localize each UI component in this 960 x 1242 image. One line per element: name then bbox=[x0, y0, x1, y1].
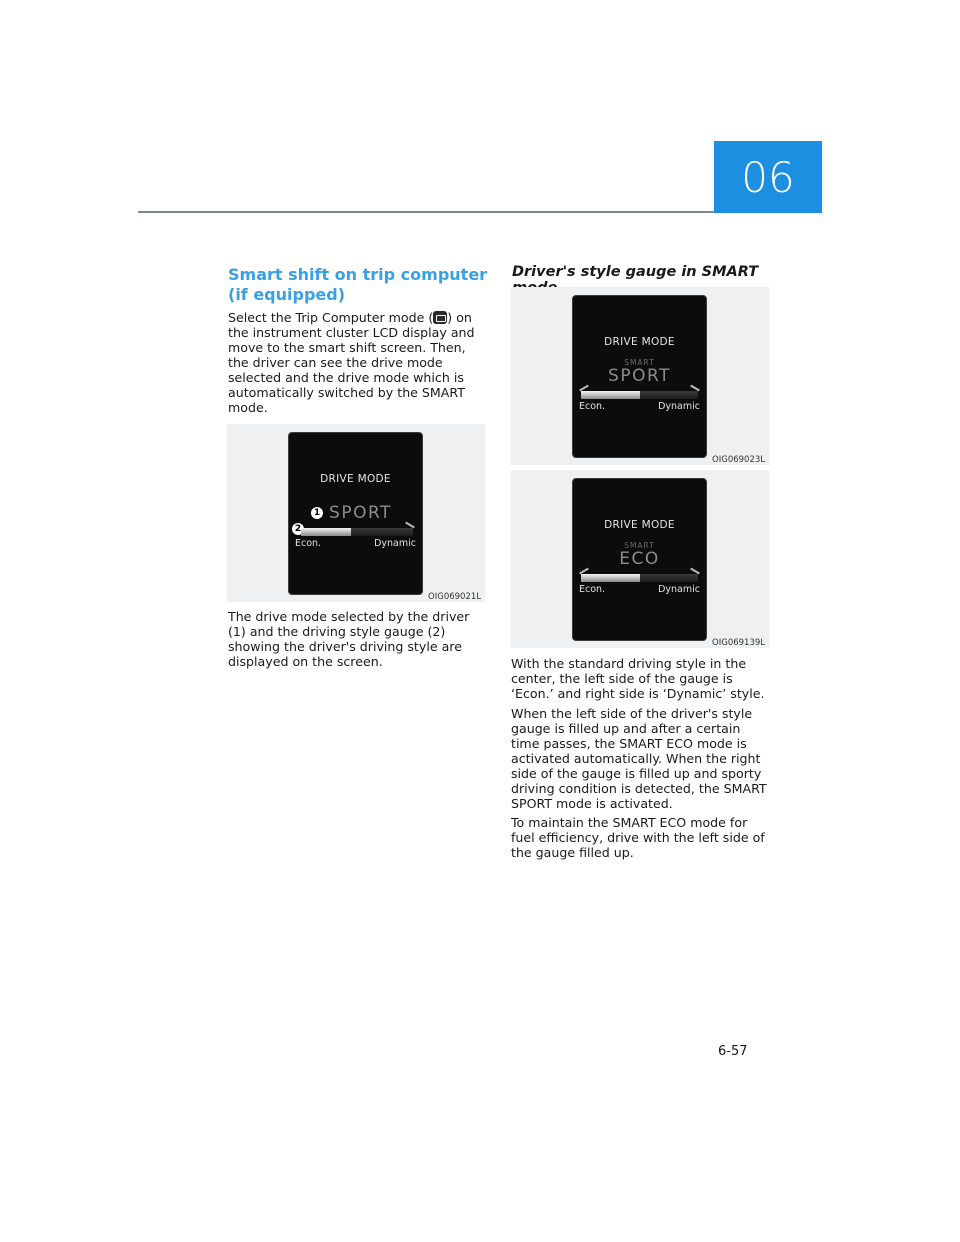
gauge-fill bbox=[301, 528, 351, 536]
caption-paragraph: The drive mode selected by the driver (1) and the driving style gauge (2) showing the driver's driving style are displayed on the screen. bbox=[228, 609, 470, 669]
figure-smart-eco bbox=[511, 470, 769, 648]
gauge-fill bbox=[581, 391, 640, 399]
screen-smart-label: SMART bbox=[624, 358, 655, 367]
body-paragraph-3: To maintain the SMART ECO mode for fuel efficiency, drive with the left side of the gauge filled up. bbox=[511, 815, 765, 860]
body-paragraph-2: When the left side of the driver's style gauge is filled up and after a certain time passes, the SMART ECO mode is activated automatically. When the right side of the gauge is filled up and sporty driving condition is detected, the SMART SPORT mode is activated. bbox=[511, 706, 767, 811]
gauge-label-dynamic: Dynamic bbox=[374, 538, 416, 549]
gauge-label-econ: Econ. bbox=[295, 538, 322, 549]
screen-mode: SPORT bbox=[608, 366, 671, 386]
chapter-tab bbox=[714, 141, 822, 213]
screen-title: DRIVE MODE bbox=[604, 336, 675, 348]
figure-code: OIG069023L bbox=[712, 455, 765, 465]
style-gauge bbox=[581, 574, 698, 582]
screen-mode: SPORT bbox=[329, 503, 392, 523]
style-gauge bbox=[301, 528, 413, 536]
trip-computer-icon bbox=[433, 311, 447, 324]
callout-2: 2 bbox=[292, 523, 304, 535]
gauge-label-dynamic: Dynamic bbox=[658, 584, 700, 595]
screen-title: DRIVE MODE bbox=[320, 473, 391, 485]
gauge-label-dynamic: Dynamic bbox=[658, 401, 700, 412]
style-gauge bbox=[581, 391, 698, 399]
page-number: 6-57 bbox=[718, 1044, 748, 1059]
screen-mode: ECO bbox=[619, 549, 660, 569]
body-paragraph-1: With the standard driving style in the center, the left side of the gauge is ‘Econ.’ and right side is ‘Dynamic’ style. bbox=[511, 656, 765, 701]
cluster-screen bbox=[572, 478, 707, 641]
intro-text-end: ) on the instrument cluster LCD display and move to the smart shift screen. Then, the driver can see the drive mode selected and the drive mode which is automatically switched by the SMART mode. bbox=[228, 310, 475, 415]
sub-heading: Driver's style gauge in SMART bbox=[512, 264, 759, 280]
intro-paragraph bbox=[228, 310, 480, 415]
cluster-screen bbox=[572, 295, 707, 458]
header-rule bbox=[138, 211, 714, 213]
intro-text-start: Select the Trip Computer mode ( bbox=[228, 310, 434, 325]
figure-code: OIG069021L bbox=[428, 592, 481, 602]
gauge-label-econ: Econ. bbox=[579, 401, 606, 412]
figure-smart-sport bbox=[511, 287, 769, 465]
figure-code: OIG069139L bbox=[712, 638, 765, 648]
gauge-label-econ: Econ. bbox=[579, 584, 606, 595]
gauge-fill bbox=[581, 574, 640, 582]
callout-1: 1 bbox=[311, 507, 323, 519]
section-heading: Smart shift on trip computer (if equipped) bbox=[228, 265, 488, 304]
figure-drive-mode bbox=[227, 424, 485, 602]
chapter-number: 06 bbox=[741, 152, 795, 202]
cluster-screen bbox=[288, 432, 423, 595]
screen-smart-label: SMART bbox=[624, 541, 655, 550]
screen-title: DRIVE MODE bbox=[604, 519, 675, 531]
